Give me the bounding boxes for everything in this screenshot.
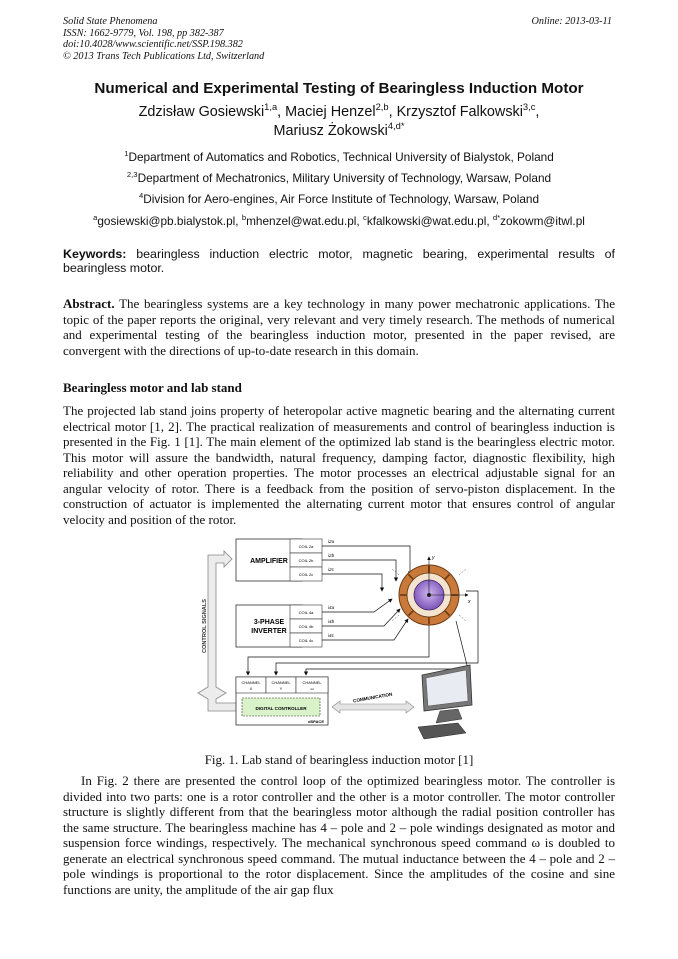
abstract-text: The bearingless systems are a key technology in many power mechatronic applications. The topic of the paper reports the original, very relevant and very timely research. The methods of numerical and experimental testing of the bearingless induction motor, presented in the paper revised, are convergent with the directions of up-to-date research in this domain. bbox=[63, 296, 616, 358]
dspace-label: dSPACE bbox=[308, 719, 324, 724]
author-name: Zdzisław Gosiewski bbox=[138, 104, 265, 120]
affiliation-1 bbox=[40, 150, 638, 164]
current-label: i4a bbox=[328, 605, 335, 610]
email-address[interactable]: mhenzel@wat.edu.pl, bbox=[246, 214, 360, 228]
axis-x-label: x bbox=[468, 599, 471, 605]
affiliation-text: Department of Mechatronics, Military University of Technology, Warsaw, Poland bbox=[137, 171, 552, 185]
current-label: i4b bbox=[328, 619, 335, 624]
channel-sub: X bbox=[249, 686, 253, 691]
communication-label: COMMUNICATION bbox=[352, 691, 393, 704]
channel-label: CHANNEL bbox=[302, 680, 322, 685]
journal-name: Solid State Phenomena bbox=[63, 16, 158, 27]
affiliation-sup: 2,3 bbox=[126, 170, 138, 180]
email-sup: b bbox=[241, 213, 247, 223]
computer-icon bbox=[418, 665, 472, 739]
author-sup: 3,c bbox=[522, 102, 536, 113]
author-name: Krzysztof Falkowski bbox=[396, 104, 523, 120]
amp-port-label: COIL 2b bbox=[298, 558, 314, 563]
motor-cross-section bbox=[392, 555, 471, 625]
email-sup: a bbox=[93, 213, 98, 223]
author-list: Zdzisław Gosiewski$^{1,a}$, Maciej Henzel$^{2,b}$, Krzysztof Falkowski$^{3,c}$, Mariusz Żokowski$^{4,d*}$ bbox=[138, 102, 540, 139]
channel-sub: ω bbox=[310, 686, 314, 691]
inv-port-label: COIL 4c bbox=[298, 638, 314, 643]
amplifier-label: AMPLIFIER bbox=[250, 558, 288, 565]
author-sup: 1,a bbox=[264, 102, 278, 113]
inv-port-label: COIL 4a bbox=[298, 610, 314, 615]
channel-label: CHANNEL bbox=[271, 680, 291, 685]
current-label: i4c bbox=[328, 633, 334, 638]
affiliation-2 bbox=[40, 171, 638, 185]
amp-port-label: COIL 2c bbox=[298, 572, 314, 577]
figure-lab-stand bbox=[196, 535, 486, 749]
amp-port-label: COIL 2a bbox=[298, 544, 314, 549]
running-header bbox=[63, 16, 264, 62]
keywords-text: bearingless induction electric motor, magnetic bearing, experimental results of bearingless motor. bbox=[63, 247, 615, 275]
figure-caption: Fig. 1. Lab stand of bearingless induction motor [1] bbox=[204, 752, 474, 767]
inverter-label-line2: INVERTER bbox=[251, 628, 287, 635]
digital-controller-label: DIGITAL CONTROLLER bbox=[255, 706, 307, 711]
affiliation-sup: 1 bbox=[124, 149, 129, 159]
email-address[interactable]: zokowm@itwl.pl bbox=[500, 214, 585, 228]
axis-y-label: y bbox=[432, 555, 435, 561]
communication-arrow bbox=[332, 701, 414, 713]
current-label: i2b bbox=[328, 553, 335, 558]
email-address[interactable]: kfalkowski@wat.edu.pl, bbox=[366, 214, 490, 228]
issn-line: ISSN: 1662-9779, Vol. 198, pp 382-387 bbox=[63, 27, 224, 39]
author-name: Mariusz Żokowski bbox=[273, 123, 388, 139]
channel-sub: Y bbox=[279, 686, 283, 691]
author-sup: 4,d* bbox=[387, 121, 405, 132]
author-sup: 2,b bbox=[375, 102, 389, 113]
inverter-label-line1: 3-PHASE bbox=[253, 619, 285, 626]
control-signals-label: CONTROL SIGNALS bbox=[202, 599, 208, 653]
abstract-label: Abstract. bbox=[63, 296, 115, 311]
body-paragraph-1: The projected lab stand joins property of heteropolar active magnetic bearing and the alternating current electrical motor [1, 2]. The practical realization of measurements and control of bearingless induction is presented in the Fig. 1 [1]. The main element of the optimized lab stand is the bearingless electric motor. This motor will assure the bandwidth, natural frequency, damping factor, diagnostic flexibility, high reliability and other operation properties. The motor processes an electrical adjustable signal for an angular velocity of rotor. There is a feedback from the position of servo-piston displacement. In the construction of actuator is implemented the alternating current motor that ensures control of angular velocity and position of the rotor. bbox=[63, 403, 615, 527]
email-address[interactable]: gosiewski@pb.bialystok.pl, bbox=[97, 214, 239, 228]
channel-label: CHANNEL bbox=[241, 680, 261, 685]
abstract bbox=[63, 296, 615, 358]
affiliation-3 bbox=[40, 192, 638, 206]
doi-line: doi:10.4028/www.scientific.net/SSP.198.382 bbox=[63, 39, 243, 51]
affiliation-sup: 4 bbox=[138, 191, 144, 201]
online-date: Online: 2013-03-11 bbox=[531, 16, 612, 27]
email-sup: d* bbox=[492, 213, 501, 223]
author-name: Maciej Henzel bbox=[285, 104, 376, 120]
keywords-label: Keywords: bbox=[63, 247, 127, 261]
current-label: i2a bbox=[328, 539, 335, 544]
copyright-line: © 2013 Trans Tech Publications Ltd, Switzerland bbox=[63, 50, 265, 62]
affiliation-text: Department of Automatics and Robotics, Technical University of Bialystok, Poland bbox=[128, 150, 554, 164]
affiliation-text: Division for Aero-engines, Air Force Institute of Technology, Warsaw, Poland bbox=[143, 192, 540, 206]
paper-title: Numerical and Experimental Testing of Bearingless Induction Motor bbox=[94, 80, 584, 97]
inv-port-label: COIL 4b bbox=[298, 624, 314, 629]
keywords bbox=[63, 247, 615, 275]
body-paragraph-2: In Fig. 2 there are presented the control loop of the optimized bearingless motor. The controller is divided into two parts: one is a rotor controller and the other is a motor controller. The motor controller structure is slightly different from that the bearingless motor although the radial position controller has the same structure. The bearingless machine has 4 – pole and 2 – pole windings designated as motor and suspension force windings, respectively. The mechanical synchronous speed command ω is doubled to generate an electrical synchronous speed command. The mutual inductance between the 4 – pole and 2 – pole windings is proportional to the rotor displacement. Since the amplitudes of the cosine and sine functions are unity, the amplitude of the air gap flux bbox=[63, 773, 615, 897]
email-line bbox=[40, 214, 638, 228]
current-label: i2c bbox=[328, 567, 334, 572]
email-sup: c bbox=[362, 213, 367, 223]
section-heading: Bearingless motor and lab stand bbox=[63, 380, 242, 395]
